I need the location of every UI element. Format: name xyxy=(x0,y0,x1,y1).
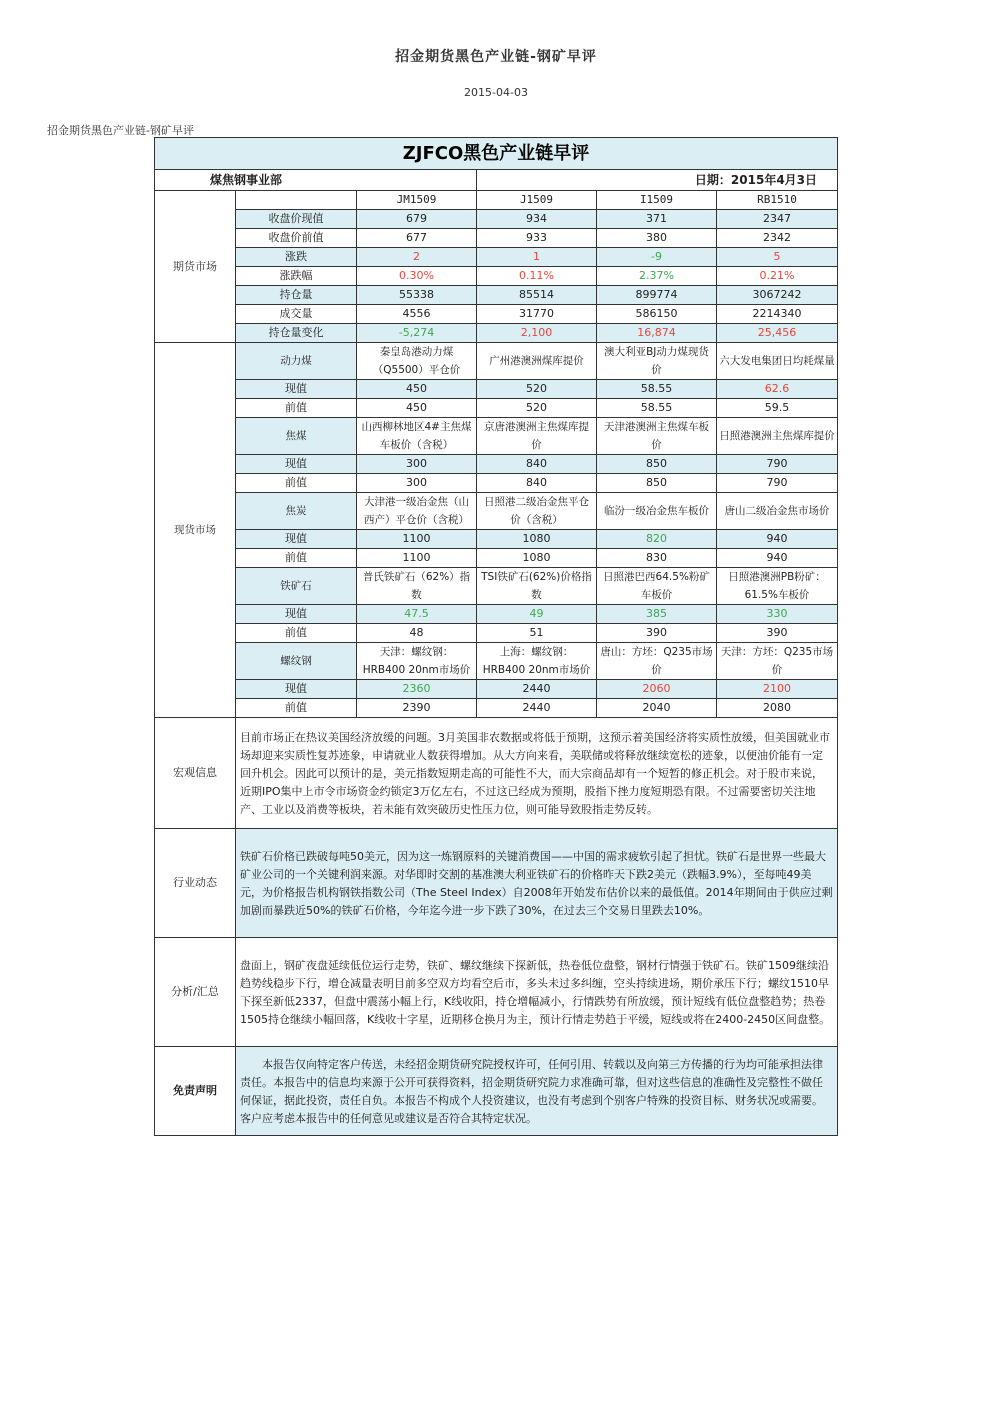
table-row xyxy=(155,455,838,474)
futures-cell: 679 xyxy=(357,210,477,229)
spot-current-label: 现值 xyxy=(236,380,357,399)
table-row xyxy=(155,680,838,699)
spot-current-value: 62.6 xyxy=(717,380,838,399)
spot-current-value: 1100 xyxy=(357,530,477,549)
futures-cell: 0.21% xyxy=(717,267,838,286)
spot-price-header: 日照港澳洲主焦煤库提价 xyxy=(717,418,838,455)
commentary-label: 分析/汇总 xyxy=(155,938,236,1047)
futures-cell: 371 xyxy=(597,210,717,229)
spot-price-header: 广州港澳洲煤库提价 xyxy=(477,343,597,380)
spot-current-value: 1080 xyxy=(477,530,597,549)
report-banner: ZJFCO黑色产业链早评 xyxy=(155,138,838,170)
table-row xyxy=(155,418,838,455)
spot-current-value: 850 xyxy=(597,455,717,474)
futures-cell: 2347 xyxy=(717,210,838,229)
spot-price-header: 澳大利亚BJ动力煤现货价 xyxy=(597,343,717,380)
contract-header: J1509 xyxy=(477,191,597,210)
spot-previous-label: 前值 xyxy=(236,549,357,568)
futures-row-label: 涨跌 xyxy=(236,248,357,267)
spot-current-value: 450 xyxy=(357,380,477,399)
spot-current-value: 820 xyxy=(597,530,717,549)
table-row xyxy=(155,267,838,286)
header-blank xyxy=(236,191,357,210)
spot-previous-value: 790 xyxy=(717,474,838,493)
futures-cell: 380 xyxy=(597,229,717,248)
spot-current-value: 790 xyxy=(717,455,838,474)
futures-row-label: 持仓量变化 xyxy=(236,324,357,343)
spot-price-header: 日照港巴西64.5%粉矿车板价 xyxy=(597,568,717,605)
futures-cell: 2214340 xyxy=(717,305,838,324)
table-row xyxy=(155,191,838,210)
spot-previous-label: 前值 xyxy=(236,624,357,643)
spot-current-value: 520 xyxy=(477,380,597,399)
futures-cell: 2,100 xyxy=(477,324,597,343)
spot-previous-value: 830 xyxy=(597,549,717,568)
table-row xyxy=(155,718,838,829)
spot-previous-label: 前值 xyxy=(236,699,357,718)
futures-cell: 899774 xyxy=(597,286,717,305)
section-label-futures: 期货市场 xyxy=(155,191,236,343)
spot-previous-value: 2080 xyxy=(717,699,838,718)
futures-cell: 16,874 xyxy=(597,324,717,343)
spot-current-value: 2060 xyxy=(597,680,717,699)
contract-header: RB1510 xyxy=(717,191,838,210)
spot-product-name: 动力煤 xyxy=(236,343,357,380)
spot-current-value: 49 xyxy=(477,605,597,624)
department-label: 煤焦钢事业部 xyxy=(155,170,477,191)
table-row xyxy=(155,1047,838,1136)
table-row xyxy=(155,549,838,568)
spot-current-value: 385 xyxy=(597,605,717,624)
futures-row-label: 成交量 xyxy=(236,305,357,324)
futures-cell: 0.30% xyxy=(357,267,477,286)
futures-cell: 4556 xyxy=(357,305,477,324)
futures-row-label: 收盘价前值 xyxy=(236,229,357,248)
spot-previous-value: 58.55 xyxy=(597,399,717,418)
spot-price-header: 日照港澳洲PB粉矿：61.5%车板价 xyxy=(717,568,838,605)
spot-previous-value: 2440 xyxy=(477,699,597,718)
report-table xyxy=(154,137,838,1136)
spot-current-label: 现值 xyxy=(236,680,357,699)
table-row xyxy=(155,938,838,1047)
spot-previous-value: 48 xyxy=(357,624,477,643)
spot-product-name: 螺纹钢 xyxy=(236,643,357,680)
spot-previous-value: 390 xyxy=(597,624,717,643)
futures-cell: 2342 xyxy=(717,229,838,248)
spot-current-value: 47.5 xyxy=(357,605,477,624)
futures-cell: 55338 xyxy=(357,286,477,305)
section-label-spot: 现货市场 xyxy=(155,343,236,718)
spot-current-value: 840 xyxy=(477,455,597,474)
table-row xyxy=(155,530,838,549)
futures-cell: 25,456 xyxy=(717,324,838,343)
spot-price-header: 天津：方坯：Q235市场价 xyxy=(717,643,838,680)
spot-current-value: 58.55 xyxy=(597,380,717,399)
spot-current-value: 330 xyxy=(717,605,838,624)
commentary-text: 铁矿石价格已跌破每吨50美元，因为这一炼钢原料的关键消费国——中国的需求疲软引起了担忧。铁矿石是世界一些最大矿业公司的一个关键利润来源。对华即时交割的基准澳大利亚铁矿石的价格昨天下跌2美元（跌幅3.9%），至每吨49美元，为价格报告机构钢铁指数公司（The Steel Index）自2008年开始发布估价以来的最低值。2014年期间由于供应过剩加剧而暴跌近50%的铁矿石价格，今年迄今进一步下跌了30%，在过去三个交易日里跌去10%。 xyxy=(236,829,838,938)
futures-row-label: 收盘价现值 xyxy=(236,210,357,229)
futures-cell: 2 xyxy=(357,248,477,267)
spot-previous-value: 1080 xyxy=(477,549,597,568)
spot-current-label: 现值 xyxy=(236,455,357,474)
table-row xyxy=(155,568,838,605)
contract-header: I1509 xyxy=(597,191,717,210)
spot-product-name: 焦煤 xyxy=(236,418,357,455)
spot-price-header: 大津港一级冶金焦（山西产）平仓价（含税） xyxy=(357,493,477,530)
spot-previous-value: 2390 xyxy=(357,699,477,718)
spot-current-value: 940 xyxy=(717,530,838,549)
futures-cell: 586150 xyxy=(597,305,717,324)
spot-current-label: 现值 xyxy=(236,605,357,624)
spot-previous-label: 前值 xyxy=(236,399,357,418)
spot-previous-value: 390 xyxy=(717,624,838,643)
futures-row-label: 持仓量 xyxy=(236,286,357,305)
spot-current-value: 2100 xyxy=(717,680,838,699)
futures-cell: -5,274 xyxy=(357,324,477,343)
spot-price-header: 山西柳林地区4#主焦煤车板价（含税） xyxy=(357,418,477,455)
commentary-label: 行业动态 xyxy=(155,829,236,938)
spot-current-label: 现值 xyxy=(236,530,357,549)
document-caption: 招金期货黑色产业链-钢矿早评 xyxy=(47,124,194,137)
futures-cell: 2.37% xyxy=(597,267,717,286)
spot-previous-label: 前值 xyxy=(236,474,357,493)
spot-price-header: 临汾一级冶金焦车板价 xyxy=(597,493,717,530)
commentary-label: 免责声明 xyxy=(155,1047,236,1136)
futures-cell: 85514 xyxy=(477,286,597,305)
spot-previous-value: 940 xyxy=(717,549,838,568)
table-row xyxy=(155,399,838,418)
table-row xyxy=(155,380,838,399)
futures-row-label: 涨跌幅 xyxy=(236,267,357,286)
futures-cell: 934 xyxy=(477,210,597,229)
futures-cell: 5 xyxy=(717,248,838,267)
futures-cell: 933 xyxy=(477,229,597,248)
spot-previous-value: 1100 xyxy=(357,549,477,568)
spot-previous-value: 51 xyxy=(477,624,597,643)
spot-product-name: 焦炭 xyxy=(236,493,357,530)
spot-price-header: 天津：螺纹钢：HRB400 20nm市场价 xyxy=(357,643,477,680)
spot-current-value: 2440 xyxy=(477,680,597,699)
table-row xyxy=(155,229,838,248)
document-title: 招金期货黑色产业链-钢矿早评 xyxy=(395,49,597,65)
table-row xyxy=(155,493,838,530)
spot-price-header: TSI铁矿石(62%)价格指数 xyxy=(477,568,597,605)
spot-previous-value: 300 xyxy=(357,474,477,493)
table-row xyxy=(155,474,838,493)
table-row xyxy=(155,248,838,267)
table-row xyxy=(155,210,838,229)
futures-cell: 0.11% xyxy=(477,267,597,286)
table-row xyxy=(155,605,838,624)
commentary-text: 本报告仅向特定客户传送，未经招金期货研究院授权许可，任何引用、转载以及向第三方传播的行为均可能承担法律责任。本报告中的信息均来源于公开可获得资料，招金期货研究院力求准确可靠，但对这些信息的准确性及完整性不做任何保证，据此投资，责任自负。本报告不构成个人投资建议，也没有考虑到个别客户特殊的投资目标、财务状况或需要。客户应考虑本报告中的任何意见或建议是否符合其特定状况。 xyxy=(236,1047,838,1136)
spot-price-header: 六大发电集团日均耗煤量 xyxy=(717,343,838,380)
table-row xyxy=(155,699,838,718)
futures-cell: 31770 xyxy=(477,305,597,324)
commentary-label: 宏观信息 xyxy=(155,718,236,829)
spot-price-header: 唐山：方坯：Q235市场价 xyxy=(597,643,717,680)
table-row xyxy=(155,324,838,343)
spot-current-value: 300 xyxy=(357,455,477,474)
futures-cell: -9 xyxy=(597,248,717,267)
spot-previous-value: 850 xyxy=(597,474,717,493)
spot-price-header: 唐山二级冶金焦市场价 xyxy=(717,493,838,530)
spot-price-header: 秦皇岛港动力煤（Q5500）平仓价 xyxy=(357,343,477,380)
document-date: 2015-04-03 xyxy=(464,86,528,99)
spot-price-header: 日照港二级冶金焦平仓价（含税） xyxy=(477,493,597,530)
spot-previous-value: 840 xyxy=(477,474,597,493)
commentary-text: 目前市场正在热议美国经济放缓的问题。3月美国非农数据或将低于预期，这预示着美国经济将实质性放缓，但美国就业市场却迎来实质性复苏迹象，申请就业人数获得增加。从大方向来看，美联储或将释放继续宽松的迹象，以便油价能有一定回升机会。因此可以预计的是，美元指数短期走高的可能性不大，而大宗商品却有一个短暂的修正机会。对于股市来说，近期IPO集中上市令市场资金约锁定3万亿左右，不过这已经成为预期，股指下挫力度短期恐有限。不过需要密切关注地产、工业以及消费等板块，若未能有效突破历史性压力位，则可能导致股指走势反转。 xyxy=(236,718,838,829)
futures-cell: 1 xyxy=(477,248,597,267)
spot-price-header: 京唐港澳洲主焦煤库提价 xyxy=(477,418,597,455)
spot-product-name: 铁矿石 xyxy=(236,568,357,605)
spot-price-header: 天津港澳洲主焦煤车板价 xyxy=(597,418,717,455)
table-row xyxy=(155,829,838,938)
futures-cell: 677 xyxy=(357,229,477,248)
report-date-label: 日期：2015年4月3日 xyxy=(477,170,838,191)
table-row xyxy=(155,305,838,324)
spot-previous-value: 520 xyxy=(477,399,597,418)
commentary-text: 盘面上，钢矿夜盘延续低位运行走势，铁矿、螺纹继续下探新低，热卷低位盘整，钢材行情强于铁矿石。铁矿1509继续沿趋势线稳步下行，增仓减量表明目前多空双方均看空后市，多头未过多纠缠，空头持续进场，期价承压下行；螺纹1510早下探至新低2337，但盘中震荡小幅上行，K线收阳，持仓增幅减小，行情跌势有所放缓，预计短线有低位盘整趋势；热卷1505持仓继续小幅回落，K线收十字星，近期移仓换月为主，预计行情走势趋于平缓，短线或将在2400-2450区间盘整。 xyxy=(236,938,838,1047)
table-row xyxy=(155,624,838,643)
table-row xyxy=(155,286,838,305)
contract-header: JM1509 xyxy=(357,191,477,210)
spot-price-header: 上海：螺纹钢：HRB400 20nm市场价 xyxy=(477,643,597,680)
spot-previous-value: 450 xyxy=(357,399,477,418)
spot-current-value: 2360 xyxy=(357,680,477,699)
spot-previous-value: 2040 xyxy=(597,699,717,718)
futures-cell: 3067242 xyxy=(717,286,838,305)
spot-previous-value: 59.5 xyxy=(717,399,838,418)
table-row xyxy=(155,643,838,680)
spot-price-header: 普氏铁矿石（62%）指数 xyxy=(357,568,477,605)
table-row xyxy=(155,343,838,380)
